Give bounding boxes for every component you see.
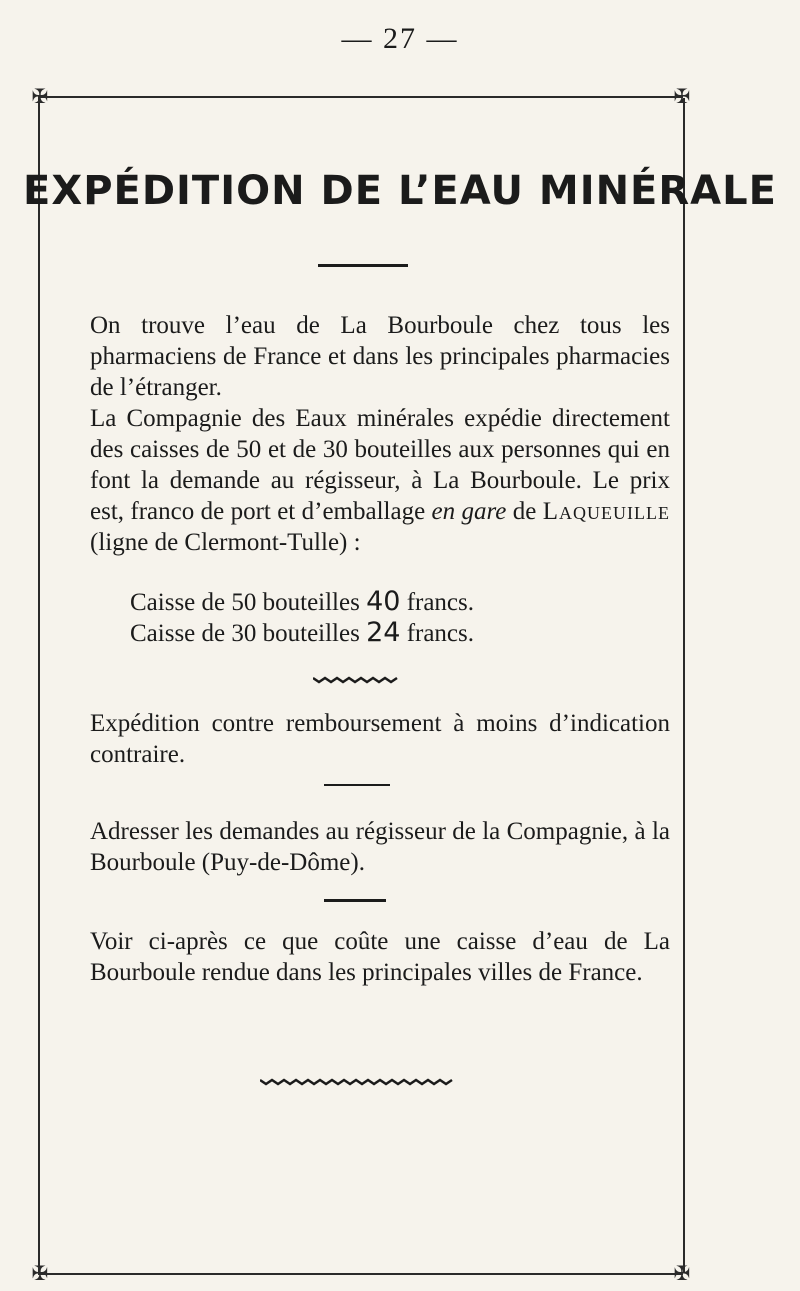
ornament-icon: ✠: [673, 84, 691, 108]
ornament-icon: ✠: [31, 1261, 49, 1285]
price-label: Caisse de 30 bouteilles: [130, 620, 367, 647]
italic-text: en gare: [431, 498, 507, 525]
station-name: Laqueuille: [542, 498, 670, 525]
price-amount: 24: [366, 617, 401, 648]
price-currency: francs.: [400, 589, 475, 616]
paragraph-shipping: [90, 403, 670, 558]
price-line: [130, 617, 474, 649]
page-title: EXPÉDITION DE L’EAU MINÉRALE: [23, 168, 777, 214]
section-rule: [324, 899, 386, 902]
wavy-divider: [313, 675, 399, 685]
paragraph-text: Expédition contre remboursement à moins d’indication contraire.: [90, 710, 670, 768]
paragraph-cod: [90, 708, 670, 770]
page-frame: [38, 98, 685, 1273]
ornament-icon: ✠: [673, 1261, 691, 1285]
section-rule: [324, 784, 390, 786]
wavy-divider: [260, 1077, 458, 1087]
paragraph-availability: [90, 310, 670, 403]
paragraph-text: La Compagnie des Eaux minérales expédie directement des caisses de 50 et de 30 bouteilles aux personnes qui en font la demande au régisseur, à La Bourboule. Le prix est, franco de port et d’emballage: [90, 405, 670, 525]
price-amount: 40: [366, 586, 401, 617]
page-number: — 27 —: [341, 22, 459, 55]
price-label: Caisse de 50 bouteilles: [130, 589, 367, 616]
title-rule: [318, 264, 408, 267]
price-currency: francs.: [400, 620, 475, 647]
ornament-icon: ✠: [31, 84, 49, 108]
paragraph-text: On trouve l’eau de La Bourboule chez tous les pharmaciens de France et dans les principales pharmacies de l’étranger.: [90, 312, 670, 401]
paragraph-text: Voir ci-après ce que coûte une caisse d’eau de La Bourboule rendue dans les principales villes de France.: [90, 928, 670, 986]
price-line: [130, 586, 474, 618]
bottom-border: [38, 1273, 683, 1275]
paragraph-text: (ligne de Clermont-Tulle) :: [90, 529, 361, 556]
paragraph-see-after: [90, 926, 670, 988]
paragraph-text: de: [506, 498, 543, 525]
paragraph-address: [90, 816, 670, 878]
paragraph-text: Adresser les demandes au régisseur de la Compagnie, à la Bourboule (Puy-de-Dôme).: [90, 818, 670, 876]
